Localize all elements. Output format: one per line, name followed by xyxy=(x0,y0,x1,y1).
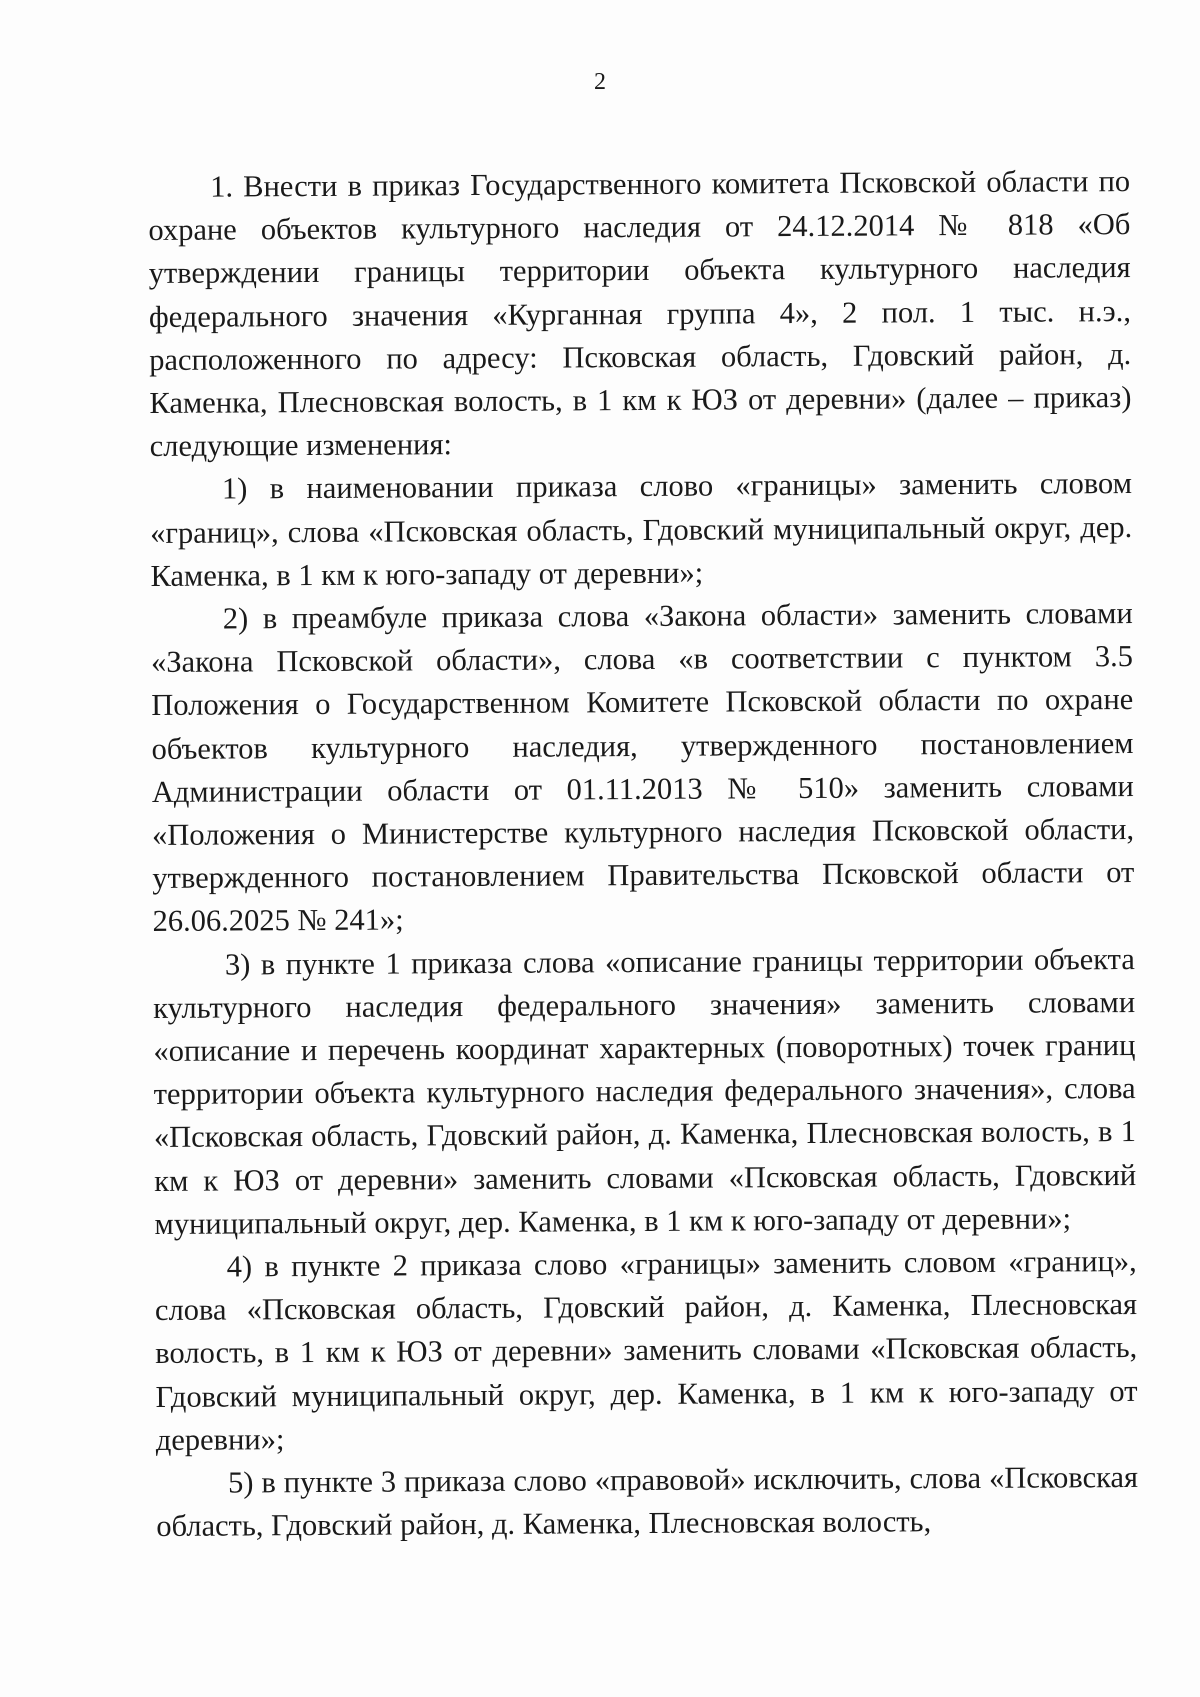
paragraph-item-1: 1. Внести в приказ Государственного комитета Псковской области по охране объектов культурного наследия от 24.12.2014 № 818 «Об утверждении границы территории объекта культурного наследия федерального значения «Курганная группа 4», 2 пол. 1 тыс. н.э., расположенного по адресу: Псковская область, Гдовский район, д. Каменка, Плесновская волость, в 1 км к ЮЗ от деревни» (далее – приказ) следующие изменения: xyxy=(148,164,1132,464)
paragraph-subitem-2: 2) в преамбуле приказа слова «Закона области» заменить словами «Закона Псковской области», слова «в соответствии с пунктом 3.5 Положения о Государственном Комитете Псковской области по охране объектов культурного наследия, утвержденного постановлением Администрации области от 01.11.2013 № 510» заменить словами «Положения о Министерстве культурного наследия Псковской области, утвержденного постановлением Правительства Псковской области от 26.06.2025 № 241»; xyxy=(150,596,1135,939)
paragraph-subitem-1: 1) в наименовании приказа слово «границы» заменить словом «границ», слова «Псковская область, Гдовский муниципальный округ, дер. Каменка, в 1 км к юго-западу от деревни»; xyxy=(150,466,1133,593)
paragraph-subitem-4: 4) в пункте 2 приказа слово «границы» заменить словом «границ», слова «Псковская область, Гдовский район, д. Каменка, Плесновская волость, в 1 км к ЮЗ от деревни» заменить словами «Псковская область, Гдовский муниципальный округ, дер. Каменка, в 1 км к юго-западу от деревни»; xyxy=(154,1244,1138,1457)
paragraph-subitem-5: 5) в пункте 3 приказа слово «правовой» исключить, слова «Псковская область, Гдовский район, д. Каменка, Плесновская волость, xyxy=(156,1460,1139,1544)
document-body xyxy=(148,160,1138,1548)
paragraph-subitem-3: 3) в пункте 1 приказа слова «описание границы территории объекта культурного наследия федерального значения» заменить словами «описание и перечень координат характерных (поворотных) точек границ территории объекта культурного наследия федерального значения», слова «Псковская область, Гдовский район, д. Каменка, Плесновская волость, в 1 км к ЮЗ от деревни» заменить словами «Псковская область, Гдовский муниципальный округ, дер. Каменка, в 1 км к юго-западу от деревни»; xyxy=(153,941,1137,1241)
page-number: 2 xyxy=(594,69,606,95)
